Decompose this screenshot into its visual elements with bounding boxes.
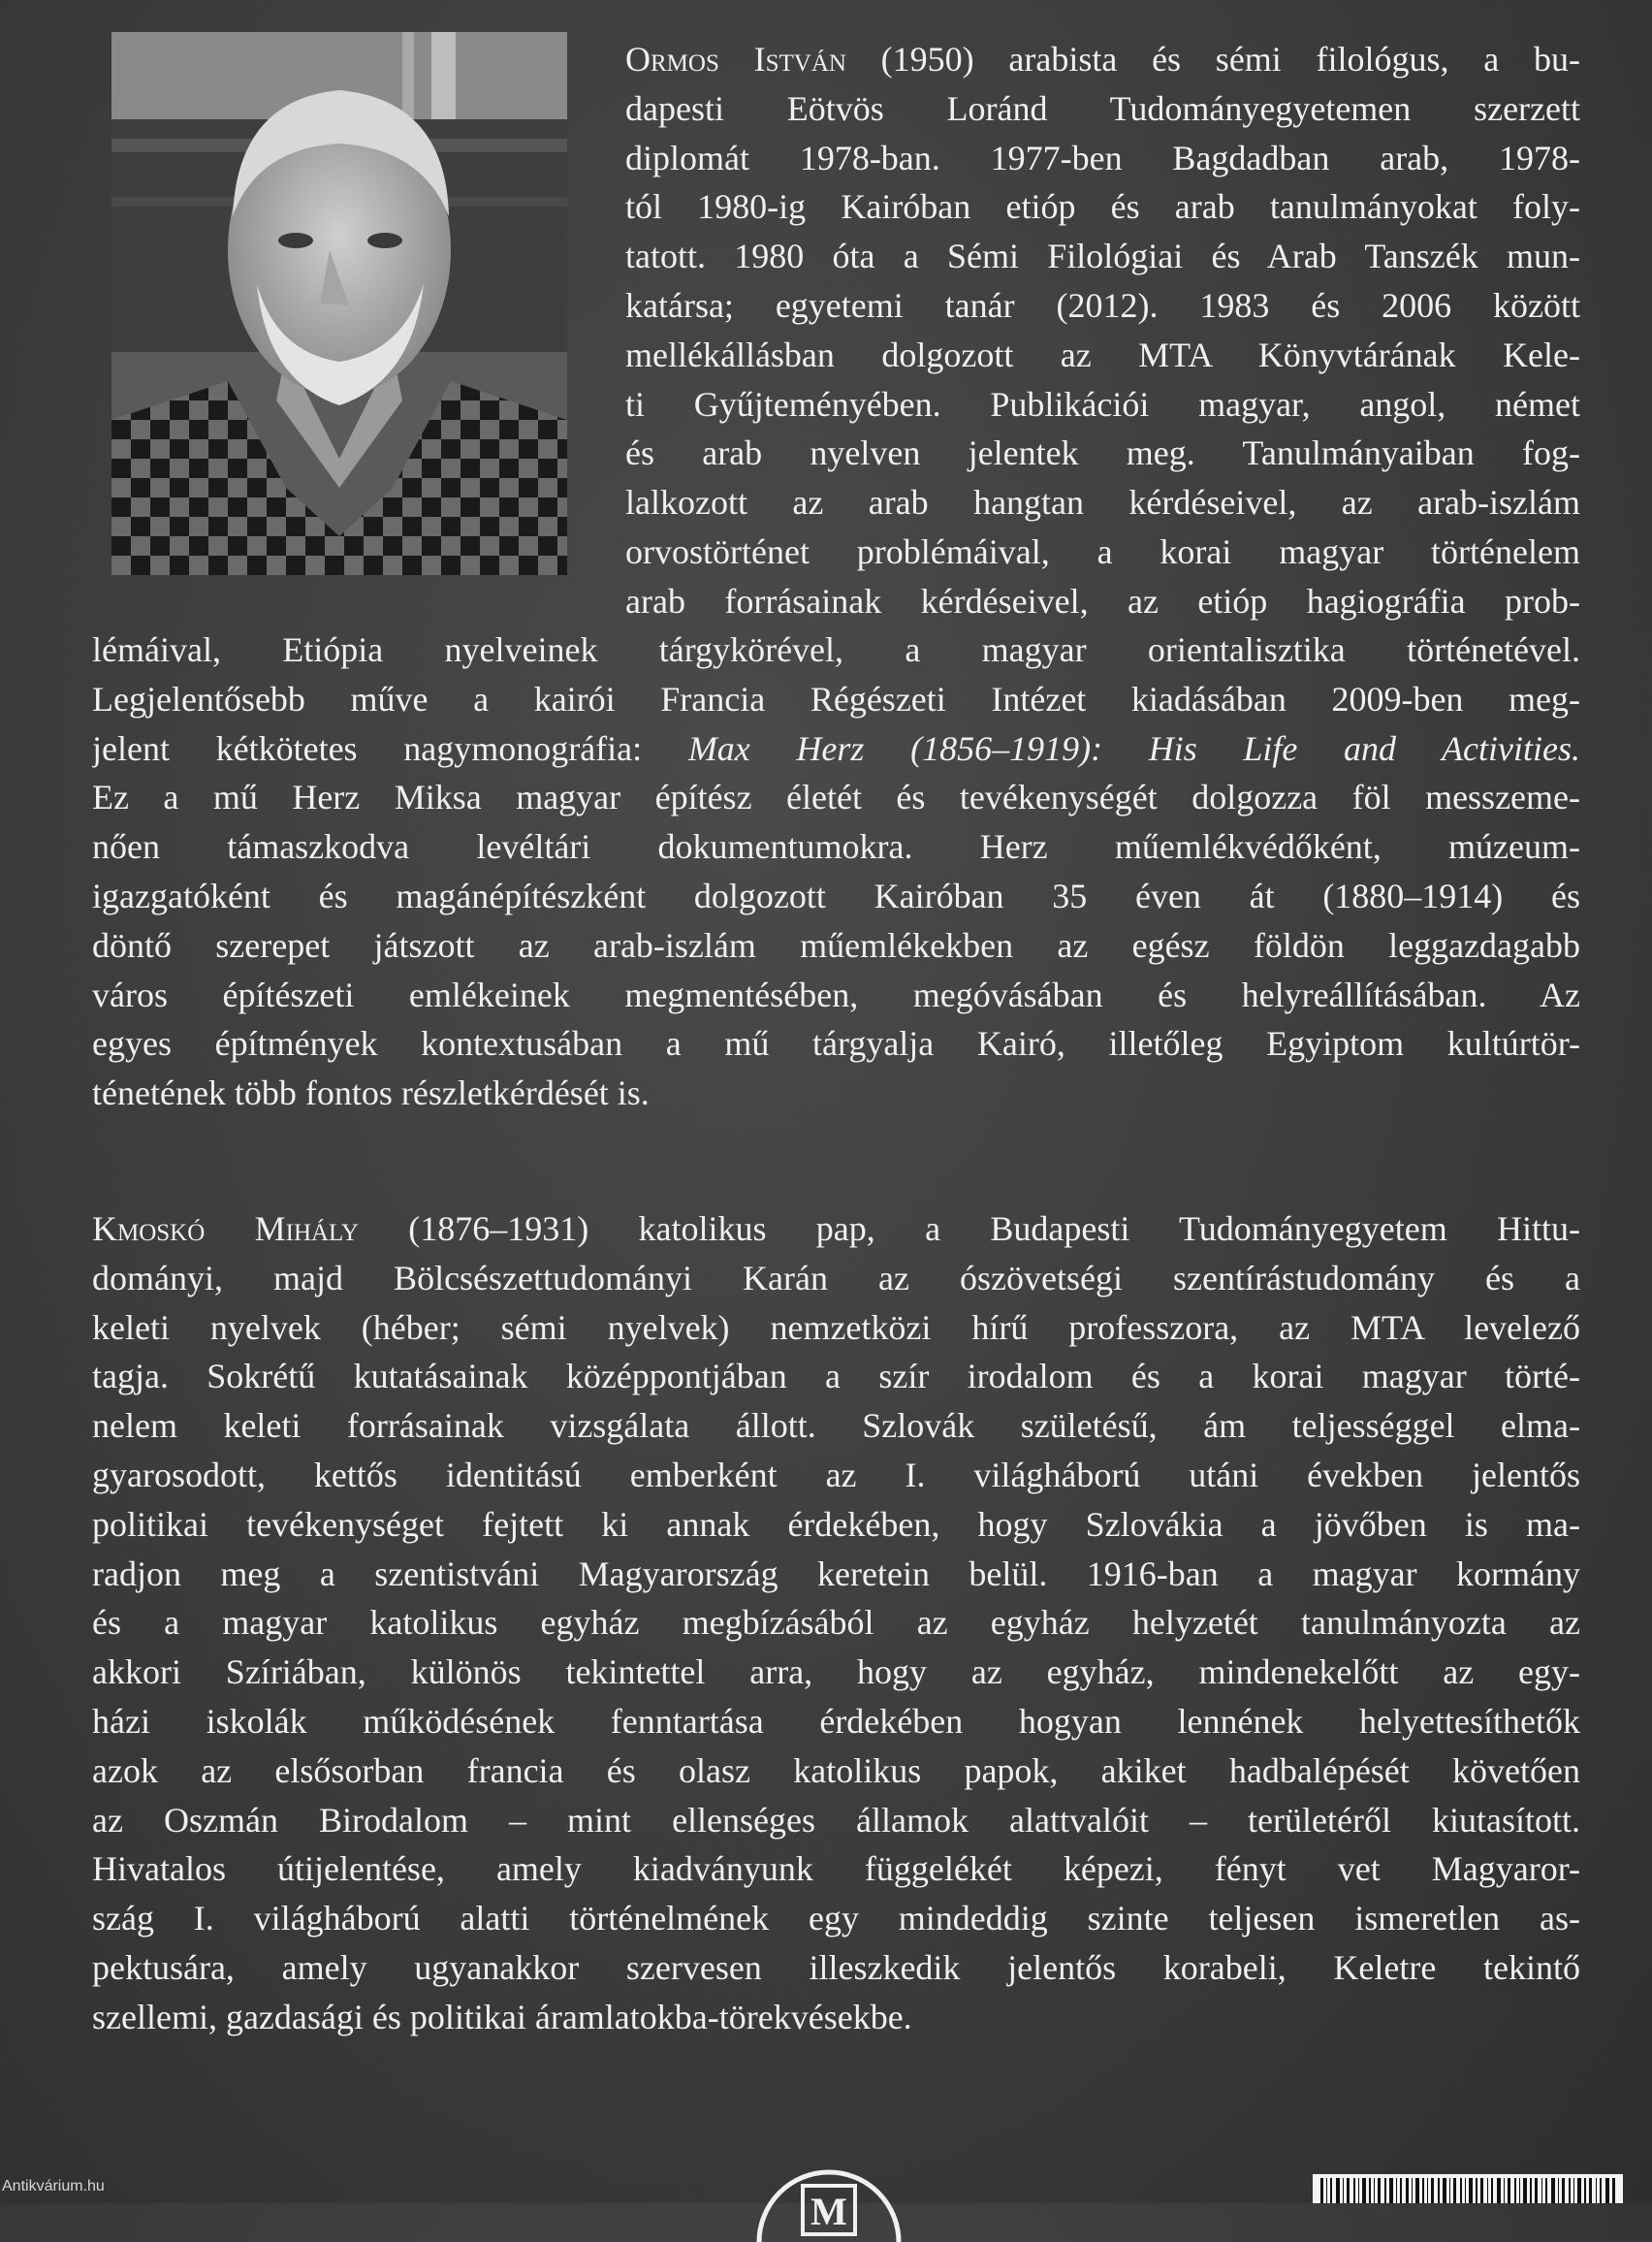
bio-line: pektusára, amely ugyanakkor szervesen illeszkedik jelentős korabeli, Keletre tekintő <box>92 1947 1580 1987</box>
bio-line: igazgatóként és magánépítészként dolgozott Kairóban 35 éven át (1880–1914) és <box>92 876 1580 915</box>
bio-line: szág I. világháború alatti történelmének egy mindeddig szinte teljesen ismeretlen as- <box>92 1899 1580 1938</box>
bio-line: akkori Szíriában, különös tekintettel arra, hogy az egyház, mindenekelőtt az egy- <box>92 1652 1580 1692</box>
bio-line: (1876–1931) katolikus pap, a Budapesti Tudományegyetem Hittu- <box>358 1209 1580 1248</box>
bio-ormos-top <box>625 35 1580 626</box>
bio-line: orvostörténet problémáival, a korai magyar történelem <box>625 531 1580 571</box>
bio-line: dományi, majd Bölcsészettudományi Karán az ószövetségi szentírástudomány és a <box>92 1258 1580 1297</box>
bio-kmosko <box>92 1204 1580 2042</box>
bio-line: diplomát 1978-ban. 1977-ben Bagdadban arab, 1978- <box>625 138 1580 177</box>
bio-line: lalkozott az arab hangtan kérdéseivel, az arab-iszlám <box>625 483 1580 523</box>
bio-line: dapesti Eötvös Loránd Tudományegyetemen szerzett <box>625 88 1580 128</box>
bio-line: radjon meg a szentistváni Magyarország keretein belül. 1916-ban a magyar kormány <box>92 1553 1580 1593</box>
bio-line: nően támaszkodva levéltári dokumentumokra. Herz műemlékvédőként, múzeum- <box>92 827 1580 867</box>
author-name-kmosko: Kmoskó Mihály <box>92 1209 359 1248</box>
bio-line: házi iskolák működésének fenntartása érdekében hogyan lennének helyettesíthetők <box>92 1701 1580 1741</box>
book-title: Max Herz (1856–1919): His Life and Activities. <box>687 728 1580 768</box>
bio-line: Legjelentősebb műve a kairói Francia Régészeti Intézet kiadásában 2009-ben meg- <box>92 679 1580 719</box>
author-name-ormos: Ormos István <box>625 40 846 79</box>
bio-line: és arab nyelven jelentek meg. Tanulmányaiban fog- <box>625 433 1580 473</box>
bio-line: gyarosodott, kettős identitású emberként az I. világháború utáni években jelentős <box>92 1455 1580 1494</box>
bio-line: és a magyar katolikus egyház megbízásából az egyház helyzetét tanulmányozta az <box>92 1603 1580 1643</box>
bio-line: politikai tevékenységet fejtett ki annak érdekében, hogy Szlovákia a jövőben is ma- <box>92 1504 1580 1544</box>
bio-line: (1950) arabista és sémi filológus, a bu- <box>845 40 1580 79</box>
watermark: Antikvárium.hu <box>2 2178 105 2194</box>
bio-line: város építészeti emlékeinek megmentésében, megóvásában és helyreállításában. Az <box>92 975 1580 1014</box>
author-photo <box>111 32 567 575</box>
bio-line: az Oszmán Birodalom – mint ellenséges államok alattvalóit – területéről kiutasított. <box>92 1800 1580 1840</box>
bio-line: jelent kétkötetes nagymonográfia: <box>92 728 688 768</box>
logo-letter: M <box>810 2190 847 2233</box>
bio-line: arab forrásainak kérdéseivel, az etióp hagiográfia prob- <box>625 581 1580 621</box>
bio-line: egyes építmények kontextusában a mű tárgyalja Kairó, illetőleg Egyiptom kultúrtör- <box>92 1024 1580 1064</box>
barcode <box>1313 2174 1623 2203</box>
bio-line: döntő szerepet játszott az arab-iszlám műemlékekben az egész földön leggazdagabb <box>92 925 1580 965</box>
bio-line: szellemi, gazdasági és politikai áramlatokba-törekvésekbe. <box>92 1997 912 2036</box>
bio-line: tatott. 1980 óta a Sémi Filológiai és Arab Tanszék mun- <box>625 237 1580 276</box>
bio-line: ti Gyűjteményében. Publikációi magyar, angol, német <box>625 384 1580 424</box>
bio-line: azok az elsősorban francia és olasz katolikus papok, akiket hadbalépését követően <box>92 1750 1580 1790</box>
publisher-logo <box>737 2164 921 2242</box>
bio-line: Hivatalos útijelentése, amely kiadványunk függelékét képezi, fényt vet Magyaror- <box>92 1849 1580 1889</box>
bio-line: nelem keleti forrásainak vizsgálata állott. Szlovák születésű, ám teljességgel elma- <box>92 1406 1580 1446</box>
bio-line: ténetének több fontos részletkérdését is. <box>92 1073 650 1113</box>
bio-line: lémáival, Etiópia nyelveinek tárgykörével, a magyar orientalisztika történetével. <box>92 630 1580 669</box>
bio-ormos-bottom <box>92 625 1580 1118</box>
portrait-image <box>111 32 567 575</box>
bio-line: katársa; egyetemi tanár (2012). 1983 és 2006 között <box>625 285 1580 325</box>
bio-line: Ez a mű Herz Miksa magyar építész életét és tevékenységét dolgozza föl messzeme- <box>92 778 1580 817</box>
bio-line: mellékállásban dolgozott az MTA Könyvtárának Kele- <box>625 335 1580 374</box>
bio-line: keleti nyelvek (héber; sémi nyelvek) nemzetközi hírű professzora, az MTA levelező <box>92 1307 1580 1347</box>
bio-line: tól 1980-ig Kairóban etióp és arab tanulmányokat foly- <box>625 187 1580 227</box>
bio-line: tagja. Sokrétű kutatásainak középpontjában a szír irodalom és a korai magyar törté- <box>92 1357 1580 1396</box>
